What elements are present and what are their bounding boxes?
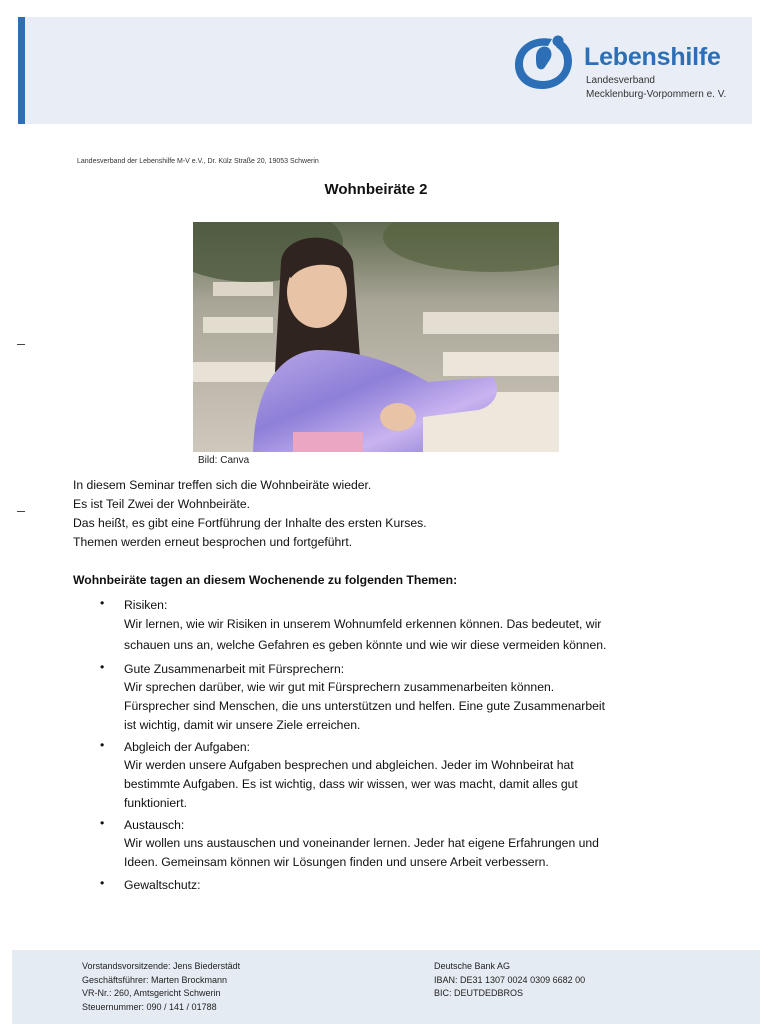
footer-line: IBAN: DE31 1307 0024 0309 6682 00	[434, 974, 586, 985]
topic-title: Austausch:	[124, 818, 185, 832]
bullet-icon: •	[100, 816, 105, 830]
topic-line: Fürsprecher sind Menschen, die uns unterstützen und helfen. Eine gute Zusammenarbeit	[124, 699, 606, 713]
intro-line: Themen werden erneut besprochen und fortgeführt.	[73, 535, 353, 549]
lebenshilfe-logo-icon	[512, 33, 576, 91]
seminar-photo	[193, 222, 559, 452]
topic-title: Risiken:	[124, 598, 168, 612]
topic-title: Abgleich der Aufgaben:	[124, 740, 251, 754]
footer-legal-info	[82, 960, 240, 1014]
list-item	[73, 738, 693, 813]
topic-line: bestimmte Aufgaben. Es ist wichtig, dass wir wissen, wer was macht, damit alles gut	[124, 777, 578, 791]
lebenshilfe-logo	[512, 33, 742, 105]
footer-line: VR-Nr.: 260, Amtsgericht Schwerin	[82, 988, 221, 999]
document-title: Wohnbeiräte 2	[324, 181, 428, 198]
topic-line: schauen uns an, welche Gefahren es geben könnte und wie wir diese vermeiden können.	[124, 638, 607, 652]
topics-heading: Wohnbeiräte tagen an diesem Wochenende zu folgenden Themen:	[73, 573, 458, 587]
footer-line: Vorstandsvorsitzende: Jens Biederstädt	[82, 961, 241, 971]
intro-paragraph	[73, 476, 427, 552]
topic-title: Gute Zusammenarbeit mit Fürsprechern:	[124, 662, 345, 676]
intro-line: In diesem Seminar treffen sich die Wohnbeiräte wieder.	[73, 478, 372, 492]
bullet-icon: •	[100, 660, 105, 674]
list-item	[73, 816, 693, 872]
list-item	[73, 596, 693, 656]
topic-line: Ideen. Gemeinsam können wir Lösungen finden und unsere Arbeit verbessern.	[124, 855, 549, 869]
sender-address-line: Landesverband der Lebenshilfe M-V e.V., Dr. Külz Straße 20, 19053 Schwerin	[77, 158, 319, 165]
footer-bank-info	[434, 960, 585, 1001]
photo-caption: Bild: Canva	[198, 455, 250, 466]
bullet-icon: •	[100, 876, 105, 890]
topics-list	[73, 596, 693, 894]
footer-line: Steuernummer: 090 / 141 / 01788	[82, 1001, 217, 1012]
footer-line: Geschäftsführer: Marten Brockmann	[82, 974, 228, 985]
topic-line: Wir werden unsere Aufgaben besprechen und abgleichen. Jeder im Wohnbeirat hat	[124, 758, 574, 772]
list-item	[73, 660, 693, 735]
fold-mark-lower	[17, 511, 25, 512]
topic-line: ist wichtig, damit wir unsere Ziele erreichen.	[124, 718, 361, 732]
topic-line: funktioniert.	[124, 796, 188, 810]
topic-title: Gewaltschutz:	[124, 878, 201, 892]
letterhead-accent-bar	[18, 17, 25, 124]
logo-subtitle-line-1: Landesverband	[586, 75, 655, 86]
intro-line: Es ist Teil Zwei der Wohnbeiräte.	[73, 497, 251, 511]
topic-line: Wir lernen, wie wir Risiken in unserem Wohnumfeld erkennen können. Das bedeutet, wir	[124, 617, 602, 631]
logo-subtitle-line-2: Mecklenburg-Vorpommern e. V.	[586, 89, 727, 100]
topic-line: Wir sprechen darüber, wie wir gut mit Fürsprechern zusammenarbeiten können.	[124, 680, 555, 694]
footer-line: Deutsche Bank AG	[434, 961, 511, 971]
fold-mark-upper	[17, 344, 25, 345]
intro-line: Das heißt, es gibt eine Fortführung der Inhalte des ersten Kurses.	[73, 516, 427, 530]
letter-footer	[12, 950, 760, 1024]
list-item	[73, 876, 693, 894]
footer-line: BIC: DEUTDEDBROS	[434, 988, 524, 999]
topic-line: Wir wollen uns austauschen und voneinander lernen. Jeder hat eigene Erfahrungen und	[124, 836, 599, 850]
bullet-icon: •	[100, 596, 105, 610]
bullet-icon: •	[100, 738, 105, 752]
logo-wordmark: Lebenshilfe	[584, 43, 721, 71]
